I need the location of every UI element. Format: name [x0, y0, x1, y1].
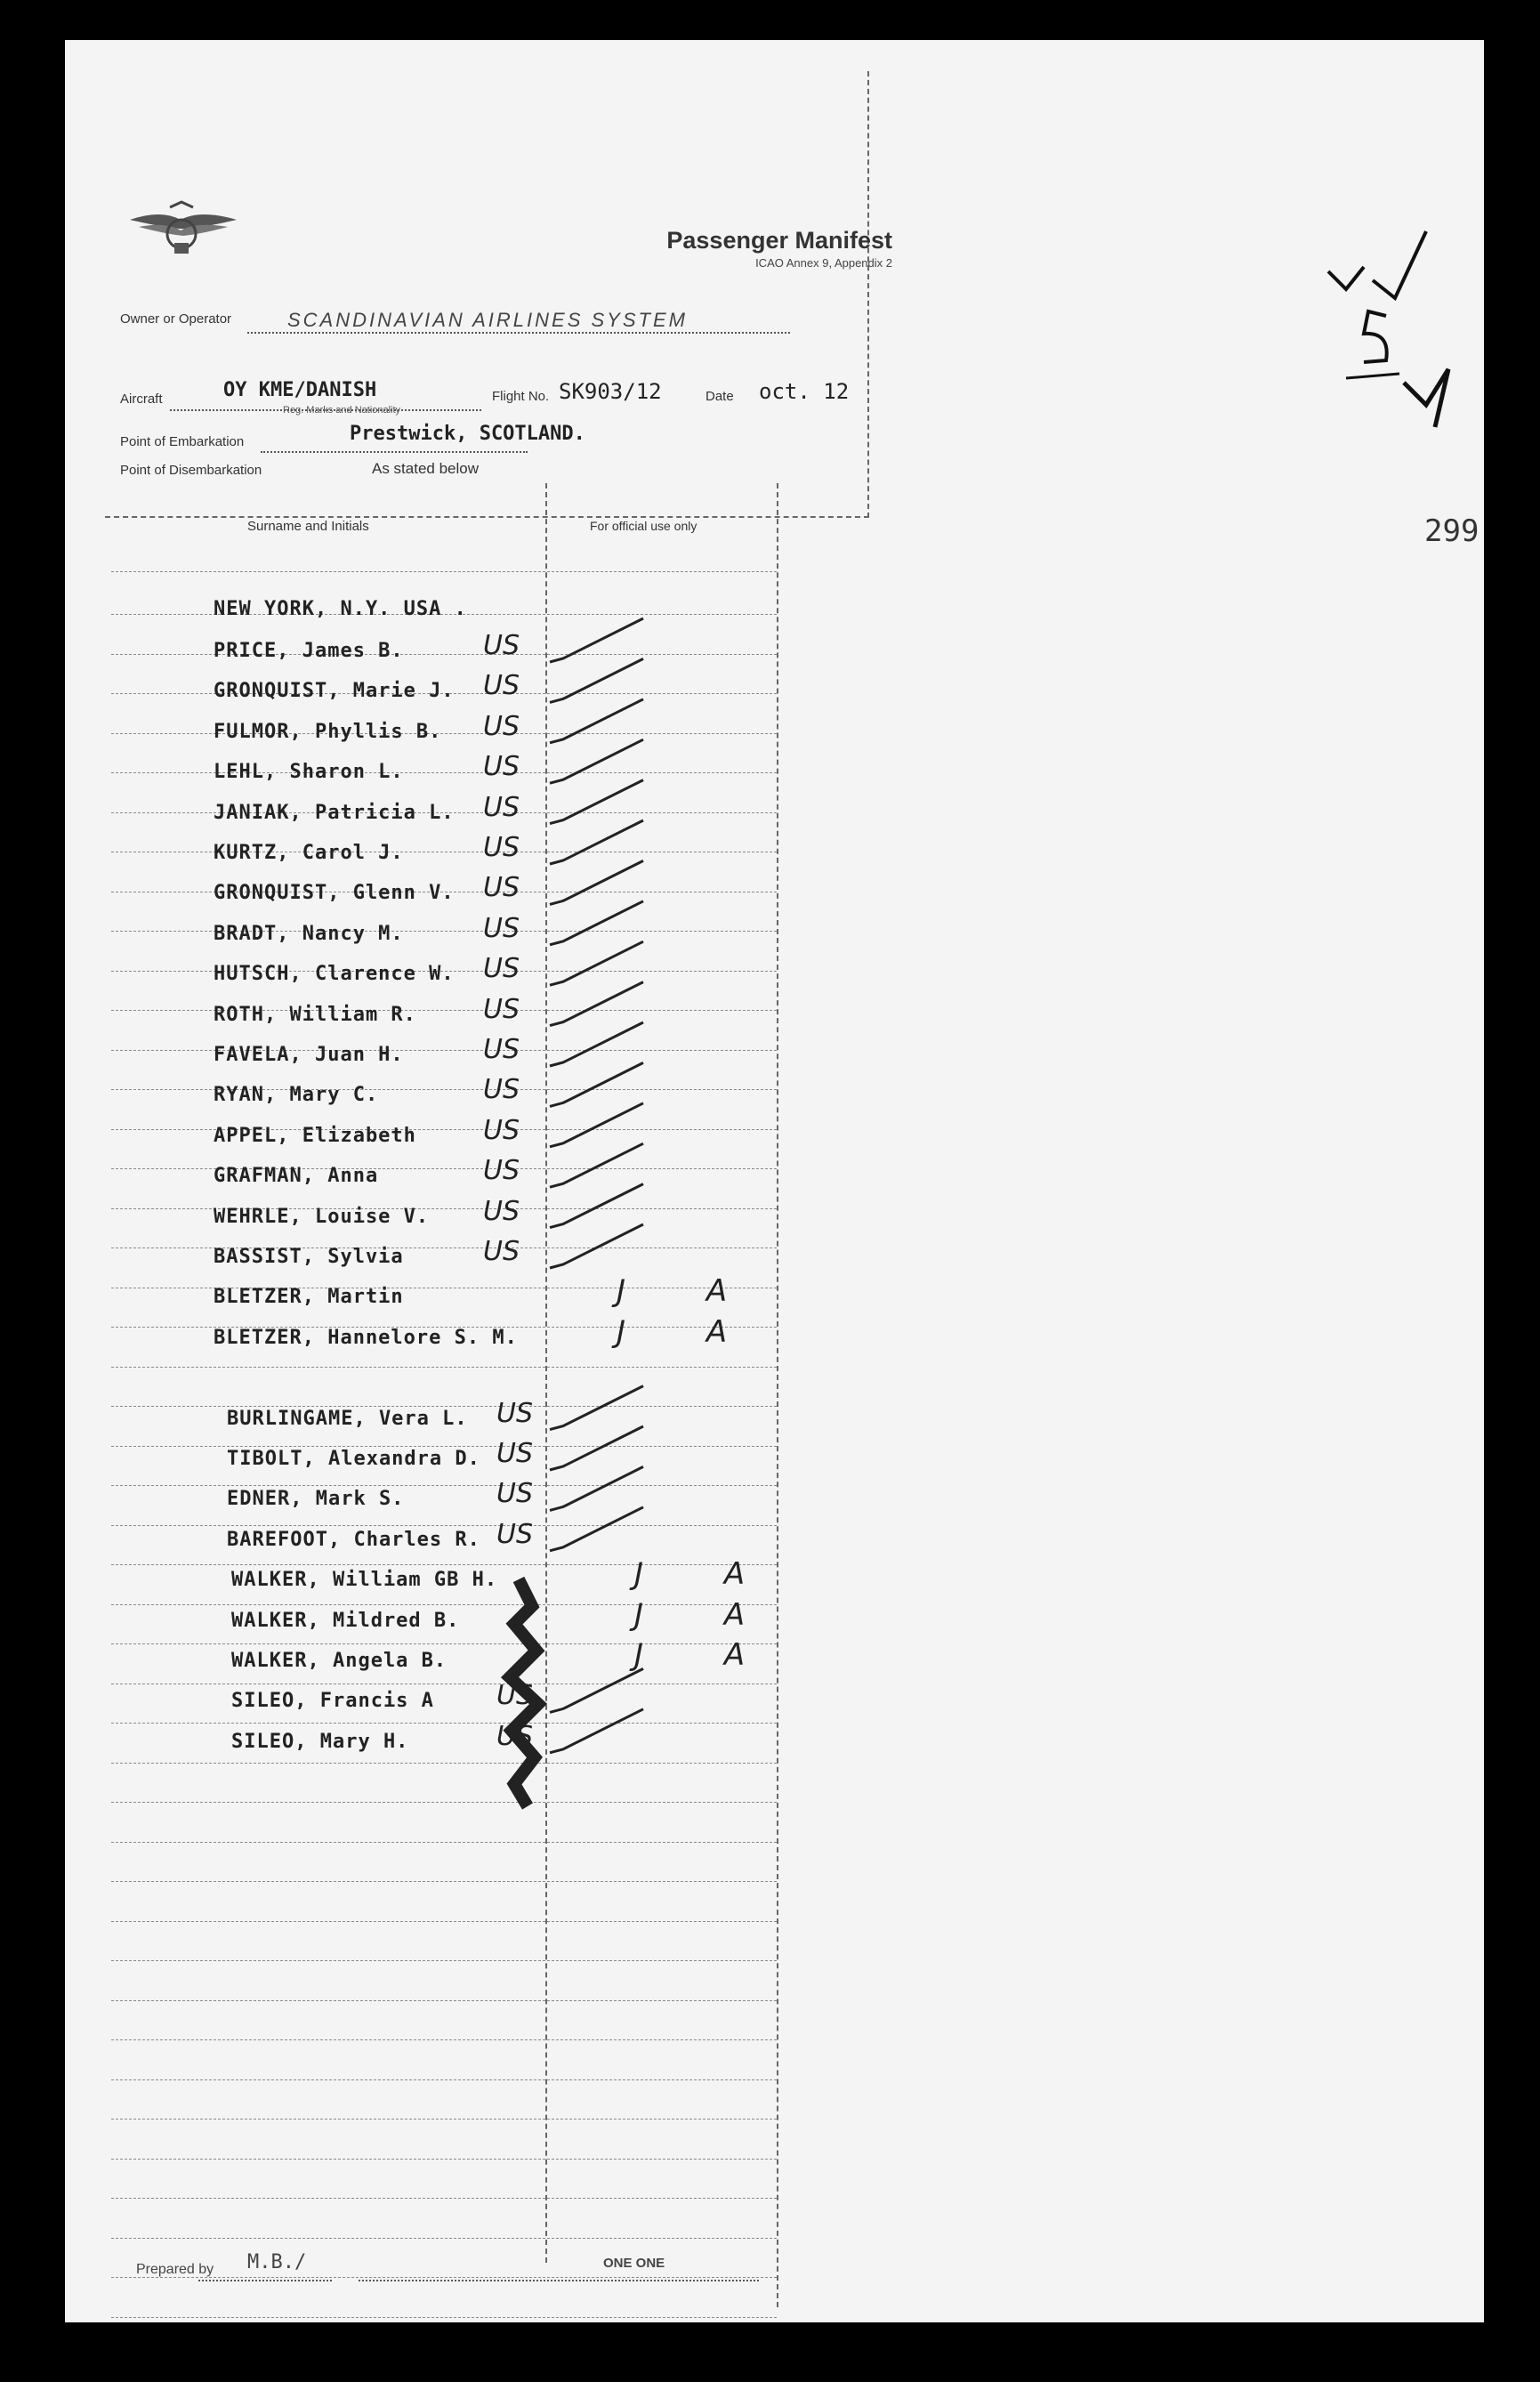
citizenship-mark: US [483, 1034, 520, 1065]
citizenship-mark: US [483, 670, 520, 702]
flight-label: Flight No. [492, 389, 550, 404]
passenger-name: BLETZER, Hannelore S. M. [214, 1326, 518, 1349]
citizenship-mark: US [483, 993, 520, 1025]
check-stroke [550, 1466, 643, 1510]
check-stroke [550, 1143, 643, 1187]
passenger-name: HUTSCH, Clarence W. [214, 963, 455, 986]
surname-column-header: Surname and Initials [247, 519, 369, 534]
stamp-text: ONE ONE [603, 2256, 665, 2271]
disembark-value: As stated below [372, 460, 480, 477]
official-column-header: For official use only [590, 519, 697, 533]
owner-value: SCANDINAVIAN AIRLINES SYSTEM [287, 309, 688, 331]
check-stroke [550, 699, 643, 743]
check-stroke [550, 1184, 643, 1228]
entry-mark: J A [617, 1313, 763, 1350]
passenger-name: KURTZ, Carol J. [214, 842, 404, 864]
check-stroke [550, 618, 643, 662]
passenger-name: EDNER, Mark S. [227, 1488, 405, 1511]
check-stroke [550, 1507, 643, 1551]
passenger-name: FAVELA, Juan H. [214, 1044, 404, 1066]
embark-label: Point of Embarkation [120, 434, 245, 449]
footer-line [359, 2280, 759, 2281]
passenger-name: GRONQUIST, Marie J. [214, 680, 455, 703]
citizenship-mark: US [483, 1155, 520, 1187]
citizenship-mark: US [496, 1720, 534, 1752]
citizenship-mark: US [483, 953, 520, 985]
passenger-name: WALKER, Mildred B. [231, 1609, 460, 1632]
entry-mark: J A [634, 1556, 781, 1593]
passenger-name: ROTH, William R. [214, 1003, 416, 1026]
check-stroke [550, 1386, 643, 1430]
passenger-name: BASSIST, Sylvia [214, 1246, 404, 1268]
check-stroke [550, 1224, 643, 1268]
passenger-name: TIBOLT, Alexandra D. [227, 1448, 480, 1470]
citizenship-mark: US [496, 1478, 534, 1510]
check-stroke [550, 982, 643, 1026]
passenger-name: WALKER, Angela B. [231, 1650, 447, 1672]
citizenship-mark: US [483, 1236, 520, 1267]
check-stroke [550, 658, 643, 702]
check-stroke [550, 1426, 643, 1470]
citizenship-mark: US [483, 832, 520, 863]
citizenship-mark: US [483, 710, 520, 742]
aircraft-label: Aircraft [120, 392, 163, 407]
date-label: Date [705, 389, 734, 404]
handwritten-checkmarks [65, 40, 1484, 2322]
citizenship-mark: US [483, 912, 520, 944]
page-number: 299 [1424, 513, 1480, 549]
manifest-page [65, 40, 1484, 2322]
check-stroke [550, 1709, 643, 1753]
citizenship-mark: US [483, 1195, 520, 1227]
passenger-name: WALKER, William GB H. [231, 1569, 498, 1592]
citizenship-mark: US [483, 872, 520, 904]
passenger-name: JANIAK, Patricia L. [214, 801, 455, 824]
entry-mark: J A [634, 1637, 781, 1673]
manifest-subtitle: ICAO Annex 9, Appendix 2 [755, 256, 892, 270]
check-stroke [550, 901, 643, 945]
entry-mark: J A [634, 1596, 781, 1633]
citizenship-mark: US [496, 1680, 534, 1712]
citizenship-mark: US [496, 1397, 534, 1429]
check-stroke [550, 1022, 643, 1066]
check-stroke [550, 941, 643, 985]
passenger-name: SILEO, Francis A [231, 1690, 434, 1713]
aircraft-value: OY KME/DANISH [223, 379, 377, 401]
passenger-name: APPEL, Elizabeth [214, 1124, 416, 1147]
citizenship-mark: US [483, 791, 520, 823]
passenger-name: PRICE, James B. [214, 640, 404, 662]
check-stroke [550, 780, 643, 824]
passenger-name: GRONQUIST, Glenn V. [214, 882, 455, 905]
check-stroke [550, 739, 643, 783]
check-stroke [550, 860, 643, 904]
citizenship-mark: US [496, 1518, 534, 1550]
passenger-name: BRADT, Nancy M. [214, 922, 404, 945]
passenger-name: WEHRLE, Louise V. [214, 1205, 430, 1228]
check-stroke [550, 820, 643, 864]
passenger-name: SILEO, Mary H. [231, 1730, 409, 1753]
aircraft-sub: Reg. Marks and Nationality [283, 405, 401, 416]
manifest-title: Passenger Manifest [666, 227, 892, 254]
prepared-by-line [198, 2280, 332, 2281]
owner-label: Owner or Operator [120, 311, 232, 327]
citizenship-mark: US [483, 1074, 520, 1106]
entry-mark: J A [617, 1273, 763, 1310]
citizenship-mark: US [483, 630, 520, 661]
passenger-name: BURLINGAME, Vera L. [227, 1407, 468, 1430]
margin-handwriting [1302, 218, 1484, 449]
citizenship-mark: US [483, 1114, 520, 1146]
citizenship-mark: US [496, 1438, 534, 1469]
prepared-by-label: Prepared by [136, 2262, 214, 2277]
ink-scribble [501, 1571, 554, 1811]
check-stroke [550, 1062, 643, 1106]
prepared-by-value: M.B./ [247, 2251, 307, 2273]
passenger-name: BAREFOOT, Charles R. [227, 1528, 480, 1551]
check-stroke [550, 1103, 643, 1147]
flight-value: SK903/12 [559, 379, 662, 404]
check-stroke [550, 1668, 643, 1712]
passenger-name: GRAFMAN, Anna [214, 1165, 379, 1188]
passenger-name: RYAN, Mary C. [214, 1084, 379, 1107]
passenger-name: FULMOR, Phyllis B. [214, 720, 442, 743]
passenger-name: BLETZER, Martin [214, 1286, 404, 1309]
passenger-name: LEHL, Sharon L. [214, 761, 404, 784]
destination-text: NEW YORK, N.Y. USA . [214, 598, 467, 620]
disembark-label: Point of Disembarkation [120, 463, 262, 478]
date-value: oct. 12 [759, 379, 850, 404]
citizenship-mark: US [483, 751, 520, 783]
embark-value: Prestwick, SCOTLAND. [350, 423, 585, 445]
